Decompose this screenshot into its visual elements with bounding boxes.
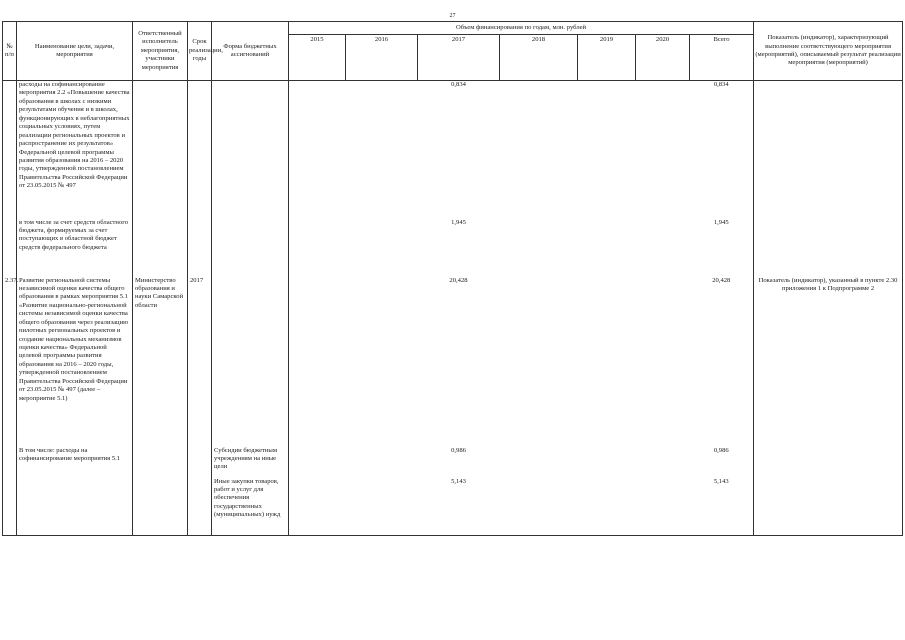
table-row xyxy=(3,81,903,219)
row-2018 xyxy=(500,478,578,536)
row-indicator xyxy=(754,219,903,277)
header-form: Форма бюджетных ассигнований xyxy=(212,22,289,81)
row-term xyxy=(188,478,212,536)
row-form: Субсидии бюджетным учреждениям на иные цели xyxy=(212,447,289,478)
row-2019 xyxy=(578,478,636,536)
row-indicator xyxy=(754,81,903,219)
row-term xyxy=(188,219,212,277)
row-num xyxy=(3,478,17,536)
row-name: в том числе за счет средств областного бюджета, формируемых за счет поступающих в областной бюджет средств федерального бюджета xyxy=(17,219,133,277)
row-2017: 0,986 xyxy=(451,446,466,454)
row-name xyxy=(17,478,133,536)
row-2020 xyxy=(636,478,690,536)
header-year-2015: 2015 xyxy=(289,35,346,81)
table-row xyxy=(3,447,903,478)
row-num xyxy=(3,81,17,219)
row-responsible xyxy=(133,447,188,478)
row-2020 xyxy=(636,277,690,447)
row-2019 xyxy=(578,219,636,277)
header-term: Срок реализации, годы xyxy=(188,22,212,81)
row-2019 xyxy=(578,447,636,478)
financing-table xyxy=(2,21,903,536)
row-total: 20,428 xyxy=(690,277,754,447)
row-responsible xyxy=(133,81,188,219)
row-form xyxy=(212,277,289,447)
row-form xyxy=(212,81,289,219)
row-2015 xyxy=(289,277,346,447)
row-2016 xyxy=(346,447,418,478)
header-year-2017: 2017 xyxy=(418,35,500,81)
row-2018 xyxy=(500,219,578,277)
header-year-2018: 2018 xyxy=(500,35,578,81)
row-indicator xyxy=(754,447,903,478)
header-name: Наименование цели, задачи, мероприятия xyxy=(17,22,133,81)
row-total: 5,143 xyxy=(690,478,754,536)
row-2017: 20,428 xyxy=(449,276,468,284)
row-2015 xyxy=(289,447,346,478)
row-2020 xyxy=(636,81,690,219)
row-responsible xyxy=(133,219,188,277)
table-row xyxy=(3,219,903,277)
header-num: № п/п xyxy=(3,22,17,81)
row-name: Развитие региональной системы независимой оценки качества общего образования в рамках мероприятия 5.1 «Развитие национально-региональной системы независимой оценки качества общего образования через реализацию пилотных региональных проектов и создание национальных механизмов оценки качества» Федеральной целевой программы развития образования на 2016 – 2020 годы, утвержденной постановлением Правительства Российской Федерации от 23.05.2015 № 497 (далее – мероприятие 5.1) xyxy=(17,277,133,447)
row-2016 xyxy=(346,277,418,447)
row-indicator: Показатель (индикатор), указанный в пункте 2.30 приложения 1 к Подпрограмме 2 xyxy=(754,277,903,447)
row-2015 xyxy=(289,219,346,277)
row-2016 xyxy=(346,81,418,219)
row-2020 xyxy=(636,219,690,277)
row-num xyxy=(3,219,17,277)
row-form xyxy=(212,219,289,277)
row-name: расходы на софинансирование мероприятия 2.2 «Повышение качества образования в школах с низкими результатами обучения и в школах, функционирующих в неблагоприятных социальных условиях, путем реализации региональных проектов и распространение их результатов» Федеральной целевой программы развития образования на 2016 – 2020 годы, утвержденной постановлением Правительства Российской Федерации от 23.05.2015 № 497 xyxy=(17,81,133,219)
header-responsible: Ответственный исполнитель мероприятия, участники мероприятия xyxy=(133,22,188,81)
row-term xyxy=(188,447,212,478)
row-indicator xyxy=(754,478,903,536)
row-2016 xyxy=(346,478,418,536)
row-total: 1,945 xyxy=(690,219,754,277)
row-name: В том числе: расходы на софинансирование мероприятия 5.1 xyxy=(17,447,133,478)
row-total: 0,834 xyxy=(690,81,754,219)
row-2019 xyxy=(578,277,636,447)
row-2018 xyxy=(500,81,578,219)
row-num: 2.37. xyxy=(3,277,17,447)
row-form: Иные закупки товаров, работ и услуг для обеспечения государственных (муниципальных) нужд xyxy=(212,478,289,536)
row-2017: 1,945 xyxy=(451,218,466,226)
header-year-2019: 2019 xyxy=(578,35,636,81)
row-2019 xyxy=(578,81,636,219)
row-2017: 5,143 xyxy=(418,478,500,536)
header-indicator: Показатель (индикатор), характеризующий выполнение соответствующего мероприятия (мероприятий), описываемый результат реализации мероприятия (мероприятий) xyxy=(754,22,903,81)
row-total: 0,986 xyxy=(690,447,754,478)
header-total: Всего xyxy=(690,35,754,81)
row-2016 xyxy=(346,219,418,277)
row-responsible xyxy=(133,478,188,536)
row-2017: 0,834 xyxy=(451,81,466,88)
page-number: 27 xyxy=(449,13,456,19)
row-term xyxy=(188,81,212,219)
row-2018 xyxy=(500,277,578,447)
row-2015 xyxy=(289,81,346,219)
header-year-2016: 2016 xyxy=(346,35,418,81)
header-financing: Объем финансирования по годам, млн. рублей xyxy=(289,22,754,35)
table-row xyxy=(3,478,903,536)
row-term: 2017 xyxy=(188,277,212,447)
table-row xyxy=(3,277,903,447)
row-2015 xyxy=(289,478,346,536)
row-num xyxy=(3,447,17,478)
row-responsible: Министерство образования и науки Самарской области xyxy=(133,277,188,447)
row-2020 xyxy=(636,447,690,478)
row-2018 xyxy=(500,447,578,478)
header-year-2020: 2020 xyxy=(636,35,690,81)
